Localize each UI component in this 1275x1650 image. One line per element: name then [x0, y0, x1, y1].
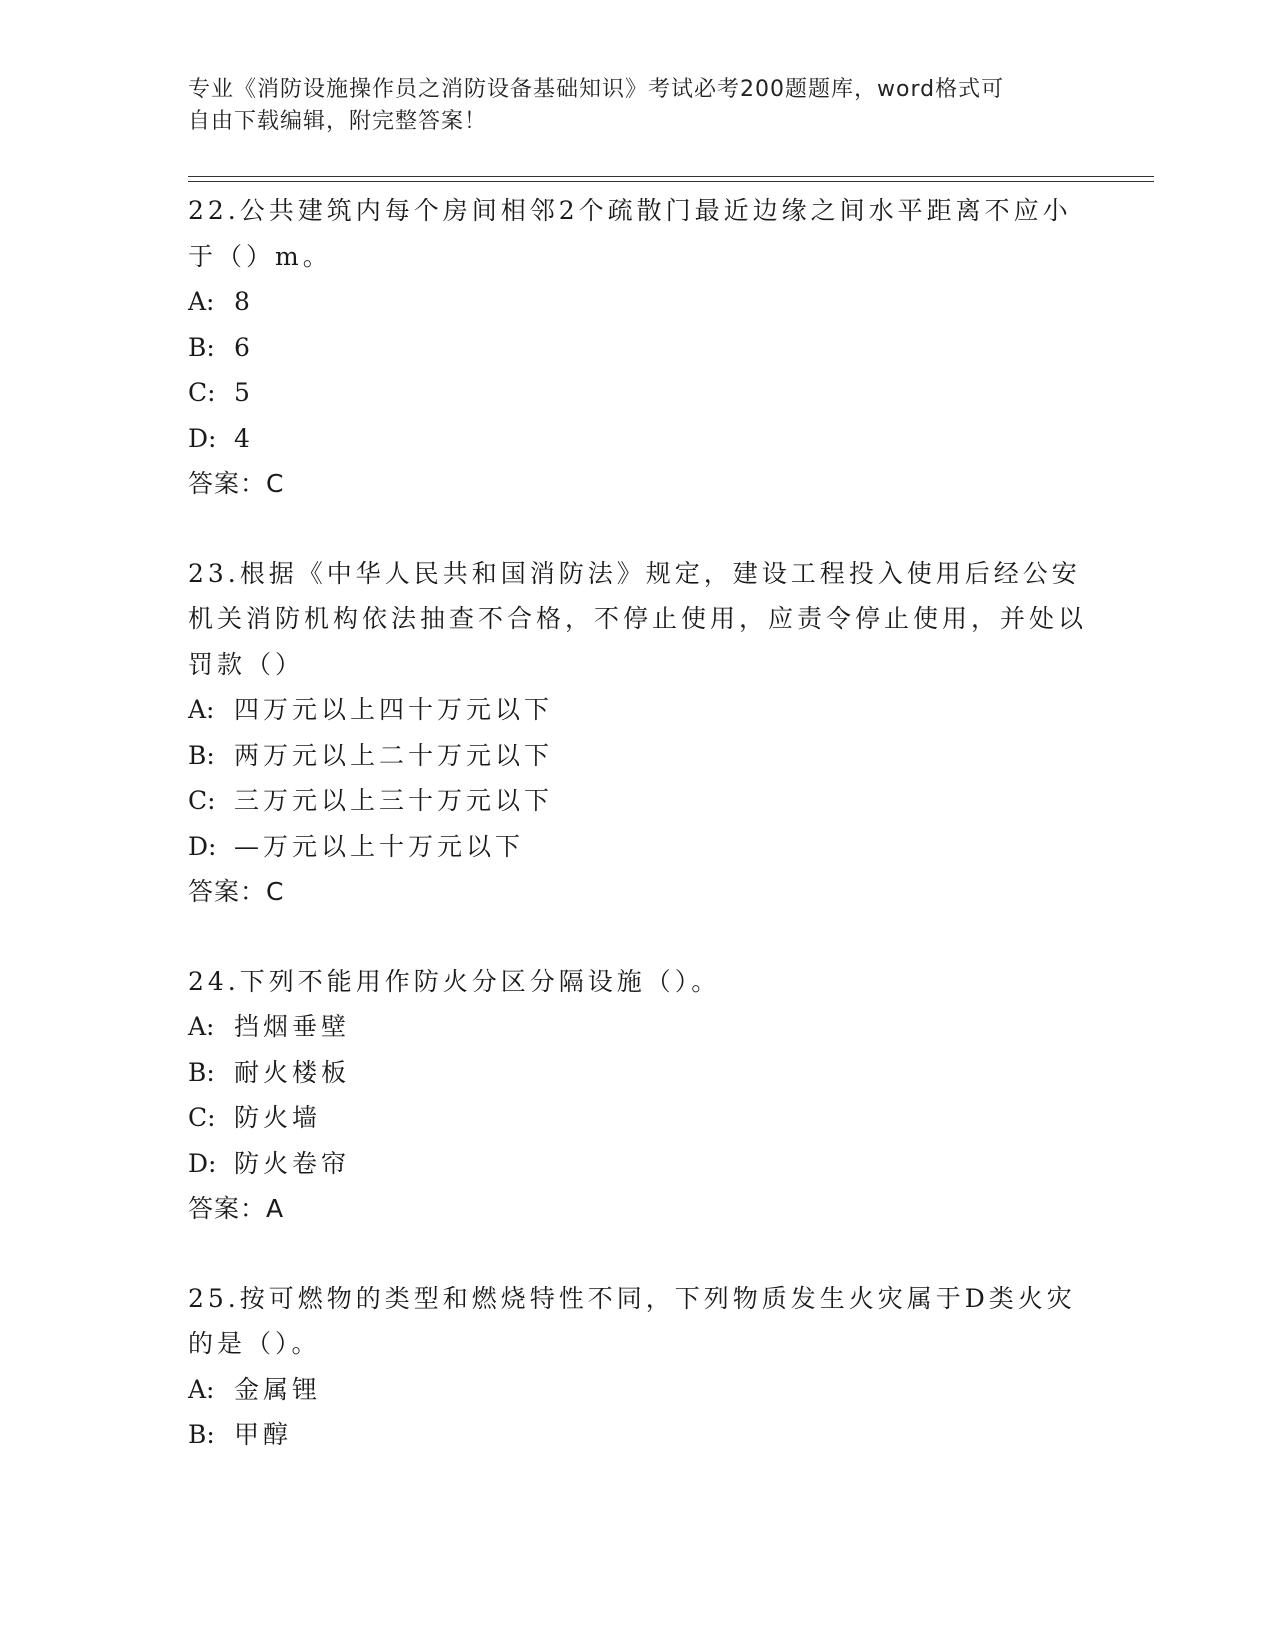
option-text: 防火墙	[234, 1103, 322, 1132]
option-key: A:	[188, 287, 215, 316]
option-key: B:	[188, 740, 215, 770]
option-key: C:	[188, 786, 216, 815]
option-text: 5	[234, 378, 254, 407]
option-a	[188, 279, 1088, 325]
question-25	[188, 1276, 1088, 1458]
question-stem: 23.根据《中华人民共和国消防法》规定，建设工程投入使用后经公安机关消防机构依法抽查不合格，不停止使用，应责令停止使用，并处以罚款（）	[188, 558, 1088, 679]
question-24	[188, 959, 1088, 1232]
option-b	[188, 733, 1088, 779]
question-stem: 25.按可燃物的类型和燃烧特性不同，下列物质发生火灾属于D类火灾的是（）。	[188, 1283, 1076, 1358]
option-b	[188, 1412, 1088, 1458]
question-stem: 24.下列不能用作防火分区分隔设施（）。	[188, 966, 721, 996]
option-key: A:	[188, 1374, 215, 1404]
document-header	[188, 74, 1068, 138]
question-stem: 22.公共建筑内每个房间相邻2个疏散门最近边缘之间水平距离不应小于（）m。	[188, 196, 1072, 271]
option-d	[188, 416, 1088, 462]
option-a	[188, 687, 1088, 733]
option-key: B:	[188, 1057, 215, 1087]
option-d	[188, 1141, 1088, 1187]
option-key: B:	[188, 1420, 215, 1449]
option-key: C:	[188, 1103, 216, 1132]
option-key: A:	[188, 695, 215, 724]
option-text: 耐火楼板	[234, 1057, 351, 1087]
question-23	[188, 551, 1088, 915]
option-c	[188, 1095, 1088, 1141]
answer-line: 答案：A	[188, 1194, 285, 1223]
option-c	[188, 370, 1088, 416]
option-key: D:	[188, 1148, 217, 1178]
option-text: 四万元以上四十万元以下	[234, 695, 554, 724]
option-text: 4	[234, 423, 254, 453]
answer-line: 答案：C	[188, 877, 285, 906]
answer-line: 答案：C	[188, 469, 285, 498]
option-text: 两万元以上二十万元以下	[234, 740, 554, 770]
option-c	[188, 778, 1088, 824]
option-text: 甲醇	[234, 1420, 293, 1449]
question-22	[188, 188, 1088, 507]
header-divider-bottom	[188, 181, 1154, 182]
option-key: C:	[188, 378, 216, 407]
option-a	[188, 1004, 1088, 1050]
option-text: 金属锂	[234, 1374, 322, 1404]
option-text: 三万元以上三十万元以下	[234, 786, 554, 815]
header-line-2: 自由下载编辑，附完整答案！	[188, 109, 488, 134]
header-divider-top	[188, 176, 1154, 177]
option-b	[188, 1050, 1088, 1096]
option-text: 挡烟垂壁	[234, 1012, 351, 1041]
option-key: D:	[188, 831, 217, 861]
option-key: A:	[188, 1012, 215, 1041]
header-line-1: 专业《消防设施操作员之消防设备基础知识》考试必考200题题库，word格式可	[188, 77, 1005, 102]
option-text: 防火卷帘	[234, 1148, 351, 1178]
option-a	[188, 1367, 1088, 1413]
option-text: 8	[234, 287, 254, 316]
option-text: 6	[234, 332, 254, 362]
option-d	[188, 824, 1088, 870]
option-text: —万元以上十万元以下	[234, 831, 525, 861]
question-list	[188, 188, 1088, 1502]
option-key: B:	[188, 332, 215, 362]
option-key: D:	[188, 423, 217, 453]
option-b	[188, 325, 1088, 371]
